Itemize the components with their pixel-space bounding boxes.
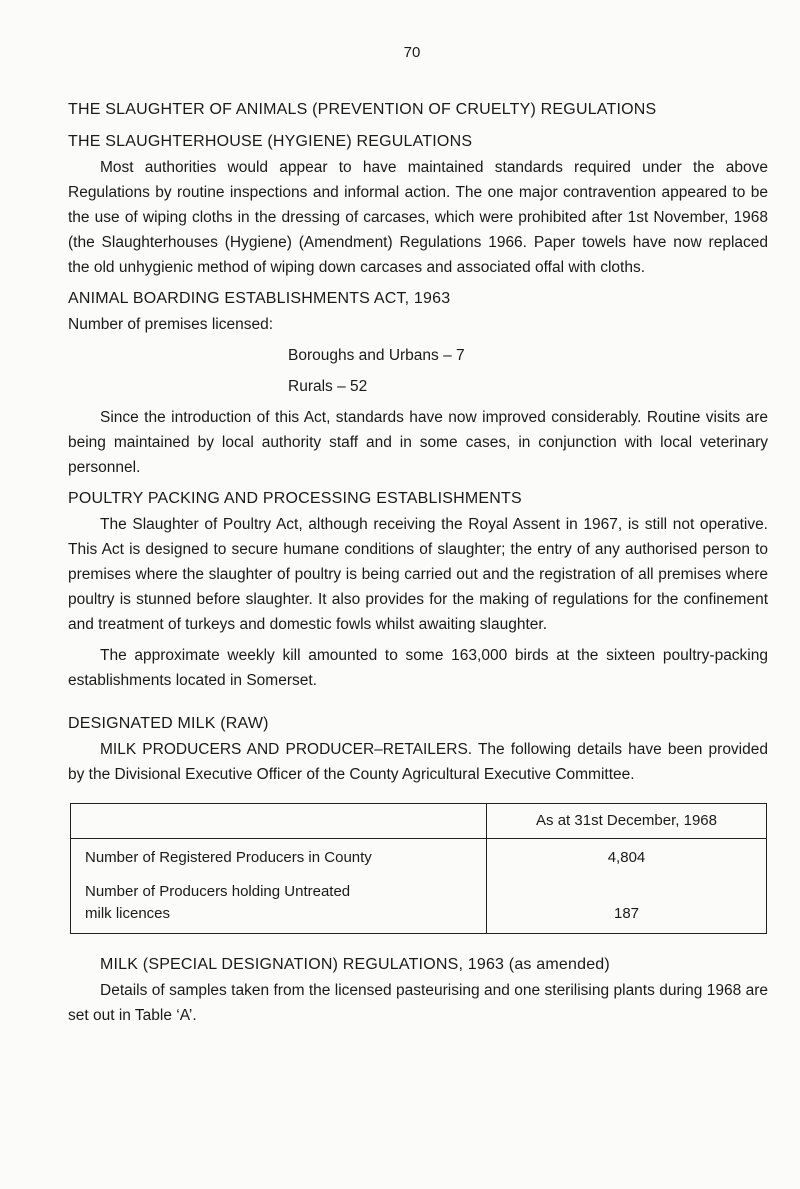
slaughter-heading: THE SLAUGHTER OF ANIMALS (PREVENTION OF CRUELTY) REGULATIONS	[68, 101, 657, 118]
hygiene-paragraph: Most authorities would appear to have maintained standards required under the above Regulations by routine inspections and informal action. The one major contravention appeared to be the use of wiping cloths in the dressing of carcases, which were prohibited after 1st November, 1968 (the Slaughterhouses (Hygiene) (Amendment) Regulations 1966. Paper towels have now replaced the old unhygienic method of wiping down carcases and associated offal with cloths.	[68, 159, 768, 276]
milk-producers-table	[70, 803, 767, 934]
table-label-cell	[71, 839, 487, 934]
poultry-paragraph-1: The Slaughter of Poultry Act, although receiving the Royal Assent in 1967, is still not operative. This Act is designed to secure humane conditions of slaughter; the entry of any authorised person to premises where the slaughter of poultry is being carried out and the registration of all premises where poultry is stunned before slaughter. It also provides for the making of regulations for the confinement and treatment of turkeys and domestic fowls whilst awaiting slaughter.	[68, 516, 768, 633]
premises-label: Number of premises licensed:	[68, 316, 274, 333]
table-value-cell	[487, 839, 767, 934]
page-number: 70	[403, 44, 421, 61]
boarding-heading: ANIMAL BOARDING ESTABLISHMENTS ACT, 1963	[68, 290, 451, 307]
table-body-row	[71, 839, 767, 934]
table-header-row	[71, 804, 767, 839]
table-header-cell: As at 31st December, 1968	[487, 804, 767, 839]
table-corner-cell	[71, 804, 487, 839]
premises-rurals: Rurals – 52	[288, 378, 368, 395]
hygiene-heading: THE SLAUGHTERHOUSE (HYGIENE) REGULATIONS	[68, 133, 473, 150]
boarding-paragraph: Since the introduction of this Act, standards have now improved considerably. Routine visits are being maintained by local authority staff and in some cases, in conjunction with local veterinary personnel.	[68, 409, 768, 476]
special-designation-paragraph: Details of samples taken from the licensed pasteurising and one sterilising plants during 1968 are set out in Table ‘A’.	[68, 982, 768, 1024]
milk-paragraph: MILK PRODUCERS AND PRODUCER–RETAILERS. The following details have been provided by the Divisional Executive Officer of the County Agricultural Executive Committee.	[68, 741, 768, 783]
row-label-untreated: Number of Producers holding Untreated milk licences	[85, 883, 351, 922]
poultry-heading: POULTRY PACKING AND PROCESSING ESTABLISHMENTS	[68, 490, 522, 507]
row-value-untreated: 187	[613, 905, 640, 922]
milk-heading: DESIGNATED MILK (RAW)	[68, 715, 269, 732]
special-designation-heading: MILK (SPECIAL DESIGNATION) REGULATIONS, 1963 (as amended)	[100, 956, 610, 973]
premises-boroughs: Boroughs and Urbans – 7	[288, 347, 465, 364]
poultry-paragraph-2: The approximate weekly kill amounted to some 163,000 birds at the sixteen poultry-packing establishments located in Somerset.	[68, 647, 768, 689]
row-label-registered: Number of Registered Producers in County	[85, 849, 372, 866]
row-value-registered: 4,804	[607, 849, 646, 866]
document-page	[68, 40, 768, 1028]
